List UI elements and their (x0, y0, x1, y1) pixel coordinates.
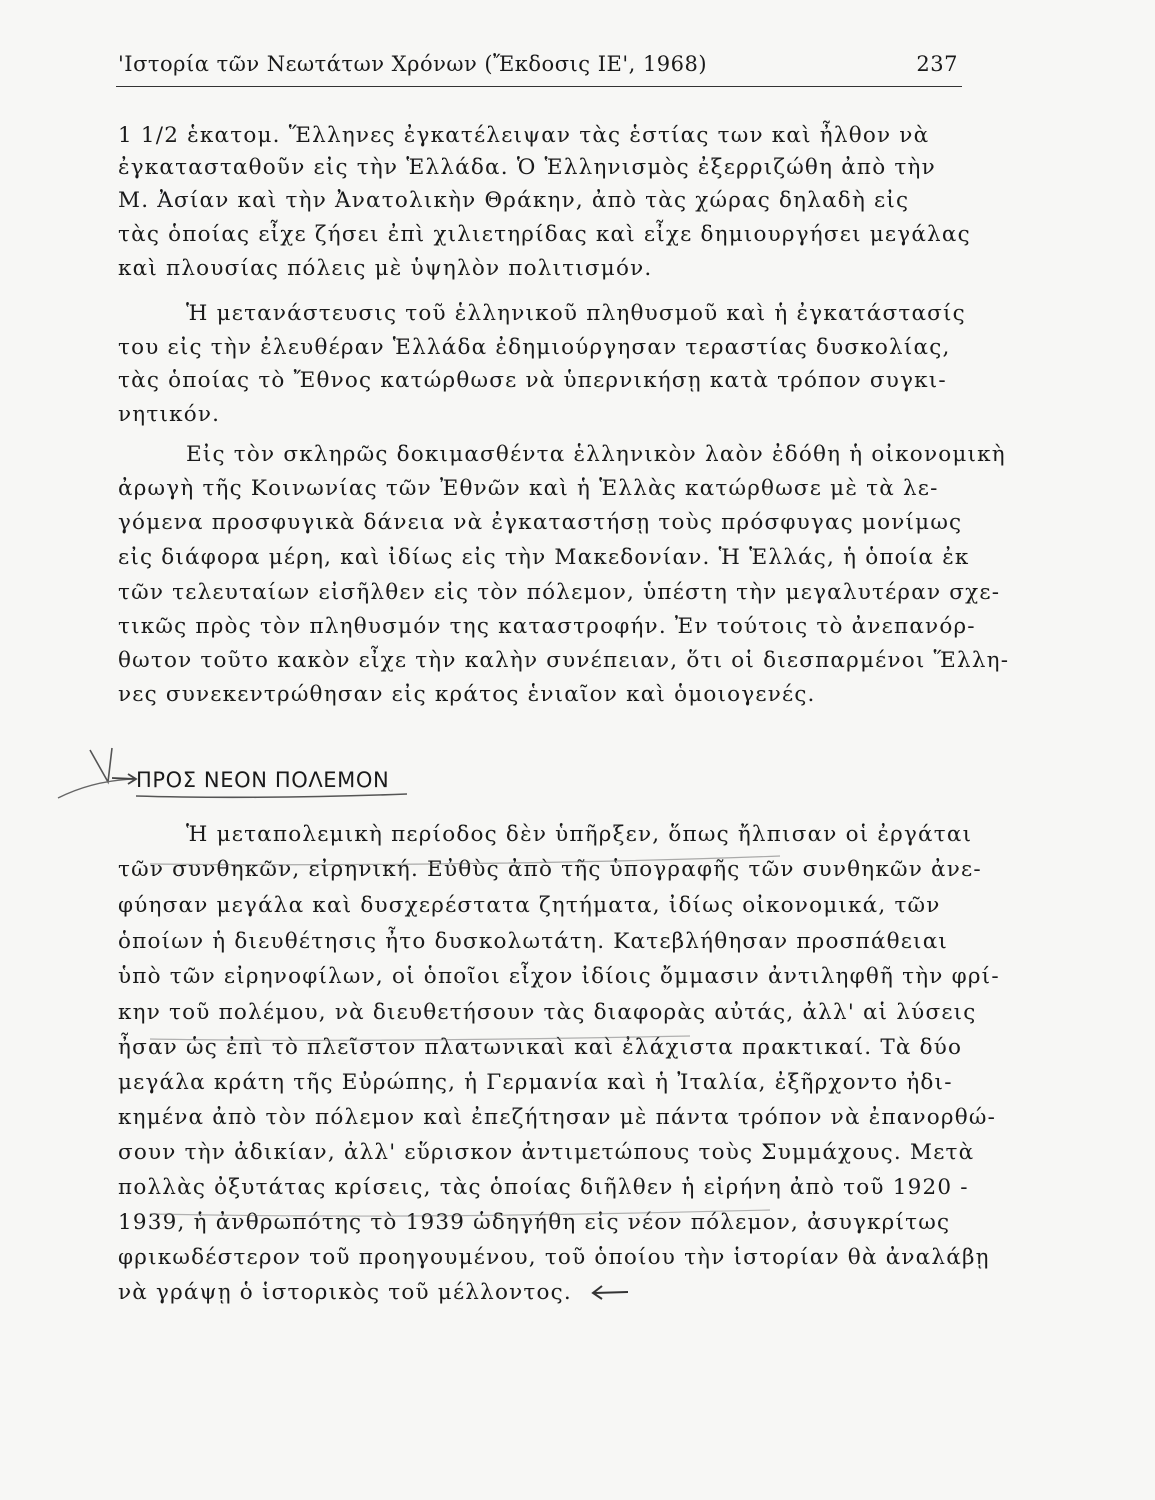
text-line: νὰ γράψῃ ὁ ἱστορικὸς τοῦ μέλλοντος. (118, 1280, 572, 1305)
text-line: τικῶς πρὸς τὸν πληθυσμόν της καταστροφήν. Ἐν τούτοις τὸ ἀνεπανόρ- (118, 614, 976, 639)
text-line: ἐγκατασταθοῦν εἰς τὴν Ἑλλάδα. Ὁ Ἑλληνισμὸς ἐξερριζώθη ἀπὸ τὴν (118, 155, 936, 180)
text-line: ἀρωγὴ τῆς Κοινωνίας τῶν Ἐθνῶν καὶ ἡ Ἑλλὰς κατώρθωσε μὲ τὰ λε- (118, 476, 939, 501)
text-line: τὰς ὁποίας τὸ Ἔθνος κατώρθωσε νὰ ὑπερνικήσῃ κατὰ τρόπον συγκι- (118, 368, 947, 393)
text-line: κην τοῦ πολέμου, νὰ διευθετήσουν τὰς διαφορὰς αὐτάς, ἀλλ' αἱ λύσεις (118, 1000, 977, 1025)
text-line: Μ. Ἀσίαν καὶ τὴν Ἀνατολικὴν Θράκην, ἀπὸ τὰς χώρας δηλαδὴ εἰς (118, 188, 910, 213)
text-line: κημένα ἀπὸ τὸν πόλεμον καὶ ἐπεζήτησαν μὲ πάντα τρόπον νὰ ἐπανορθώ- (118, 1105, 997, 1130)
text-line: τῶν τελευταίων εἰσῆλθεν εἰς τὸν πόλεμον, ὑπέστη τὴν μεγαλυτέραν σχε- (118, 580, 1001, 605)
handwritten-arrow-left-icon (588, 1280, 632, 1304)
text-line: ἦσαν ὡς ἐπὶ τὸ πλεῖστον πλατωνικαὶ καὶ ἐλάχιστα πρακτικαί. Τὰ δύο (118, 1035, 963, 1060)
text-line: Ἡ μετανάστευσις τοῦ ἑλληνικοῦ πληθυσμοῦ καὶ ἡ ἐγκατάστασίς (186, 301, 966, 326)
text-line: φρικωδέστερον τοῦ προηγουμένου, τοῦ ὁποίου τὴν ἱστορίαν θὰ ἀναλάβῃ (118, 1245, 990, 1270)
text-line: μεγάλα κράτη τῆς Εὐρώπης, ἡ Γερμανία καὶ ἡ Ἰταλία, ἐξῆρχοντο ἠδι- (118, 1070, 953, 1095)
text-line: νητικόν. (118, 402, 221, 427)
text-line: καὶ πλουσίας πόλεις μὲ ὑψηλὸν πολιτισμόν. (118, 256, 653, 281)
text-line: 1939, ἡ ἀνθρωπότης τὸ 1939 ὡδηγήθη εἰς νέον πόλεμον, ἀσυγκρίτως (118, 1210, 951, 1235)
page-header (118, 52, 958, 76)
text-line: ὑπὸ τῶν εἰρηνοφίλων, οἱ ὁποῖοι εἶχον ἰδίοις ὄμμασιν ἀντιληφθῆ τὴν φρί- (118, 964, 1000, 989)
page-number: 237 (916, 52, 958, 76)
text-line: εἰς διάφορα μέρη, καὶ ἰδίως εἰς τὴν Μακεδονίαν. Ἡ Ἑλλάς, ἡ ὁποία ἐκ (118, 545, 970, 570)
text-line: νες συνεκεντρώθησαν εἰς κράτος ἑνιαῖον καὶ ὁμοιογενές. (118, 682, 816, 707)
text-line: του εἰς τὴν ἐλευθέραν Ἑλλάδα ἐδημιούργησαν τεραστίας δυσκολίας, (118, 335, 951, 360)
text-line: Εἰς τὸν σκληρῶς δοκιμασθέντα ἑλληνικὸν λαὸν ἐδόθη ἡ οἰκονομικὴ (186, 442, 1006, 467)
text-line: τὰς ὁποίας εἶχε ζήσει ἐπὶ χιλιετηρίδας καὶ εἶχε δημιουργήσει μεγάλας (118, 222, 971, 247)
text-line: σουν τὴν ἀδικίαν, ἀλλ' εὕρισκον ἀντιμετώπους τοὺς Συμμάχους. Μετὰ (118, 1140, 975, 1165)
text-line: φύησαν μεγάλα καὶ δυσχερέστατα ζητήματα, ἰδίως οἰκονομικά, τῶν (118, 893, 941, 918)
handwritten-underlines (150, 826, 790, 1306)
text-line: Ἡ μεταπολεμικὴ περίοδος δὲν ὑπῆρξεν, ὅπως ἤλπισαν οἱ ἐργάται (186, 822, 973, 847)
running-title: 'Ιστορία τῶν Νεωτάτων Χρόνων (Ἔκδοσις ΙΕ', 1968) (118, 52, 708, 76)
text-line: τῶν συνθηκῶν, εἰρηνική. Εὐθὺς ἀπὸ τῆς ὑπογραφῆς τῶν συνθηκῶν ἀνε- (118, 857, 982, 882)
text-line: 1 1/2 ἑκατομ. Ἕλληνες ἐγκατέλειψαν τὰς ἑστίας των καὶ ἦλθον νὰ (118, 123, 930, 148)
text-line: ὁποίων ἡ διευθέτησις ἦτο δυσκολωτάτη. Κατεβλήθησαν προσπάθειαι (118, 929, 949, 954)
text-line: θωτον τοῦτο κακὸν εἶχε τὴν καλὴν συνέπειαν, ὅτι οἱ διεσπαρμένοι Ἕλλη- (118, 648, 1010, 673)
text-line: πολλὰς ὀξυτάτας κρίσεις, τὰς ὁποίας διῆλθεν ἡ εἰρήνη ἀπὸ τοῦ 1920 - (118, 1175, 969, 1200)
section-heading: ΠΡΟΣ ΝΕΟΝ ΠΟΛΕΜΟΝ (136, 768, 390, 792)
header-rule (116, 86, 962, 87)
text-line: γόμενα προσφυγικὰ δάνεια νὰ ἐγκαταστήσῃ τοὺς πρόσφυγας μονίμως (118, 510, 963, 535)
